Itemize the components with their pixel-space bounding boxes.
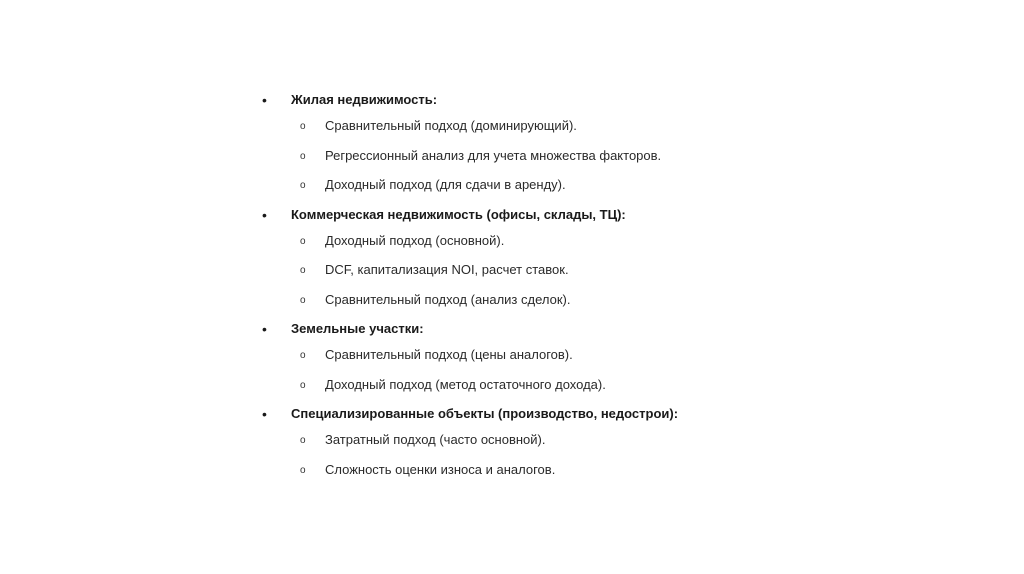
sub-bullet-icon: o [300, 464, 306, 476]
list-item [0, 230, 1024, 260]
list-item [0, 459, 1024, 489]
section-title: Специализированные объекты (производство, недострои): [291, 406, 679, 421]
list-item [0, 115, 1024, 145]
sub-item-text: Сложность оценки износа и аналогов. [325, 461, 556, 477]
bullet-icon: • [262, 92, 267, 108]
list-item [0, 145, 1024, 175]
section-title: Коммерческая недвижимость (офисы, склады, ТЦ): [291, 206, 626, 222]
list-item [0, 289, 1024, 319]
bullet-list [0, 89, 1024, 488]
sub-bullet-icon: o [300, 350, 306, 361]
sub-item-text: Доходный подход (для сдачи в аренду). [325, 177, 566, 192]
sub-bullet-icon: o [300, 379, 306, 391]
list-item [0, 344, 1024, 374]
sub-item-text: Регрессионный анализ для учета множества факторов. [325, 147, 662, 163]
sub-bullet-icon: o [300, 150, 306, 162]
section-title: Земельные участки: [291, 321, 424, 336]
list-item [0, 204, 1024, 230]
section-title: Жилая недвижимость: [291, 92, 438, 107]
sub-item-text: DCF, капитализация NOI, расчет ставок. [325, 262, 569, 277]
list-item [0, 429, 1024, 459]
sub-item-text: Сравнительный подход (цены аналогов). [325, 347, 573, 362]
bullet-icon: • [262, 206, 267, 223]
sub-bullet-icon: o [300, 235, 306, 247]
sub-item-text: Доходный подход (основной). [325, 232, 505, 248]
list-item [0, 259, 1024, 289]
section-land [0, 318, 1024, 403]
sub-item-text: Сравнительный подход (доминирующий). [325, 118, 577, 133]
sub-item-text: Доходный подход (метод остаточного дохода). [325, 376, 606, 392]
list-item [0, 403, 1024, 429]
section-residential [0, 89, 1024, 204]
sub-bullet-icon: o [300, 294, 306, 306]
section-specialized [0, 403, 1024, 488]
bullet-icon: • [262, 406, 267, 422]
sub-bullet-icon: o [300, 265, 306, 276]
list-item [0, 318, 1024, 344]
list-item [0, 89, 1024, 115]
list-item [0, 174, 1024, 204]
sub-item-text: Затратный подход (часто основной). [325, 432, 546, 447]
sub-bullet-icon: o [300, 180, 306, 191]
sub-bullet-icon: o [300, 121, 306, 132]
sub-item-text: Сравнительный подход (анализ сделок). [325, 291, 571, 307]
sub-bullet-icon: o [300, 435, 306, 446]
bullet-icon: • [262, 321, 267, 337]
section-commercial [0, 204, 1024, 319]
list-item [0, 374, 1024, 404]
